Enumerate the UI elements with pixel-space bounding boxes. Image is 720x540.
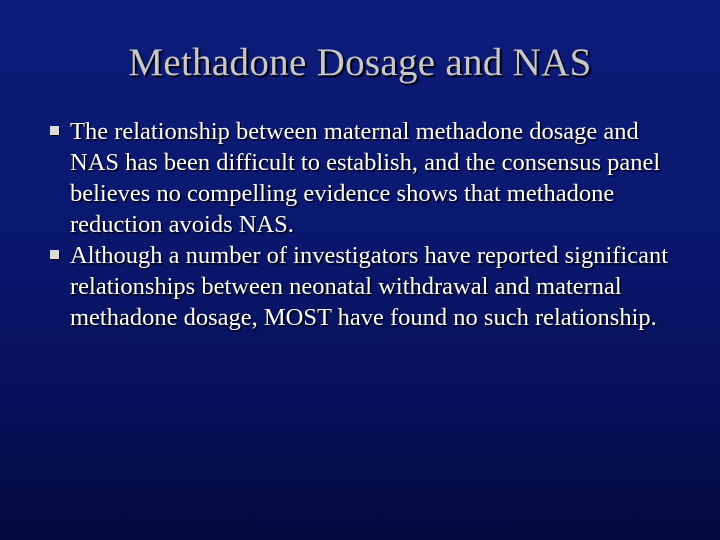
bullet-item bbox=[50, 116, 690, 240]
bullet-item bbox=[50, 240, 690, 333]
slide-title: Methadone Dosage and NAS bbox=[128, 41, 592, 84]
bullet-text: Although a number of investigators have reported significant relationships between neonatal withdrawal and maternal methadone dosage, MOST have found no such relationship. bbox=[70, 242, 669, 331]
square-bullet-icon bbox=[50, 126, 59, 135]
bullet-text: The relationship between maternal methadone dosage and NAS has been difficult to establish, and the consensus panel believes no compelling evidence shows that methadone reduction avoids NAS. bbox=[70, 118, 661, 238]
bullet-list bbox=[50, 116, 690, 333]
square-bullet-icon bbox=[50, 250, 59, 259]
